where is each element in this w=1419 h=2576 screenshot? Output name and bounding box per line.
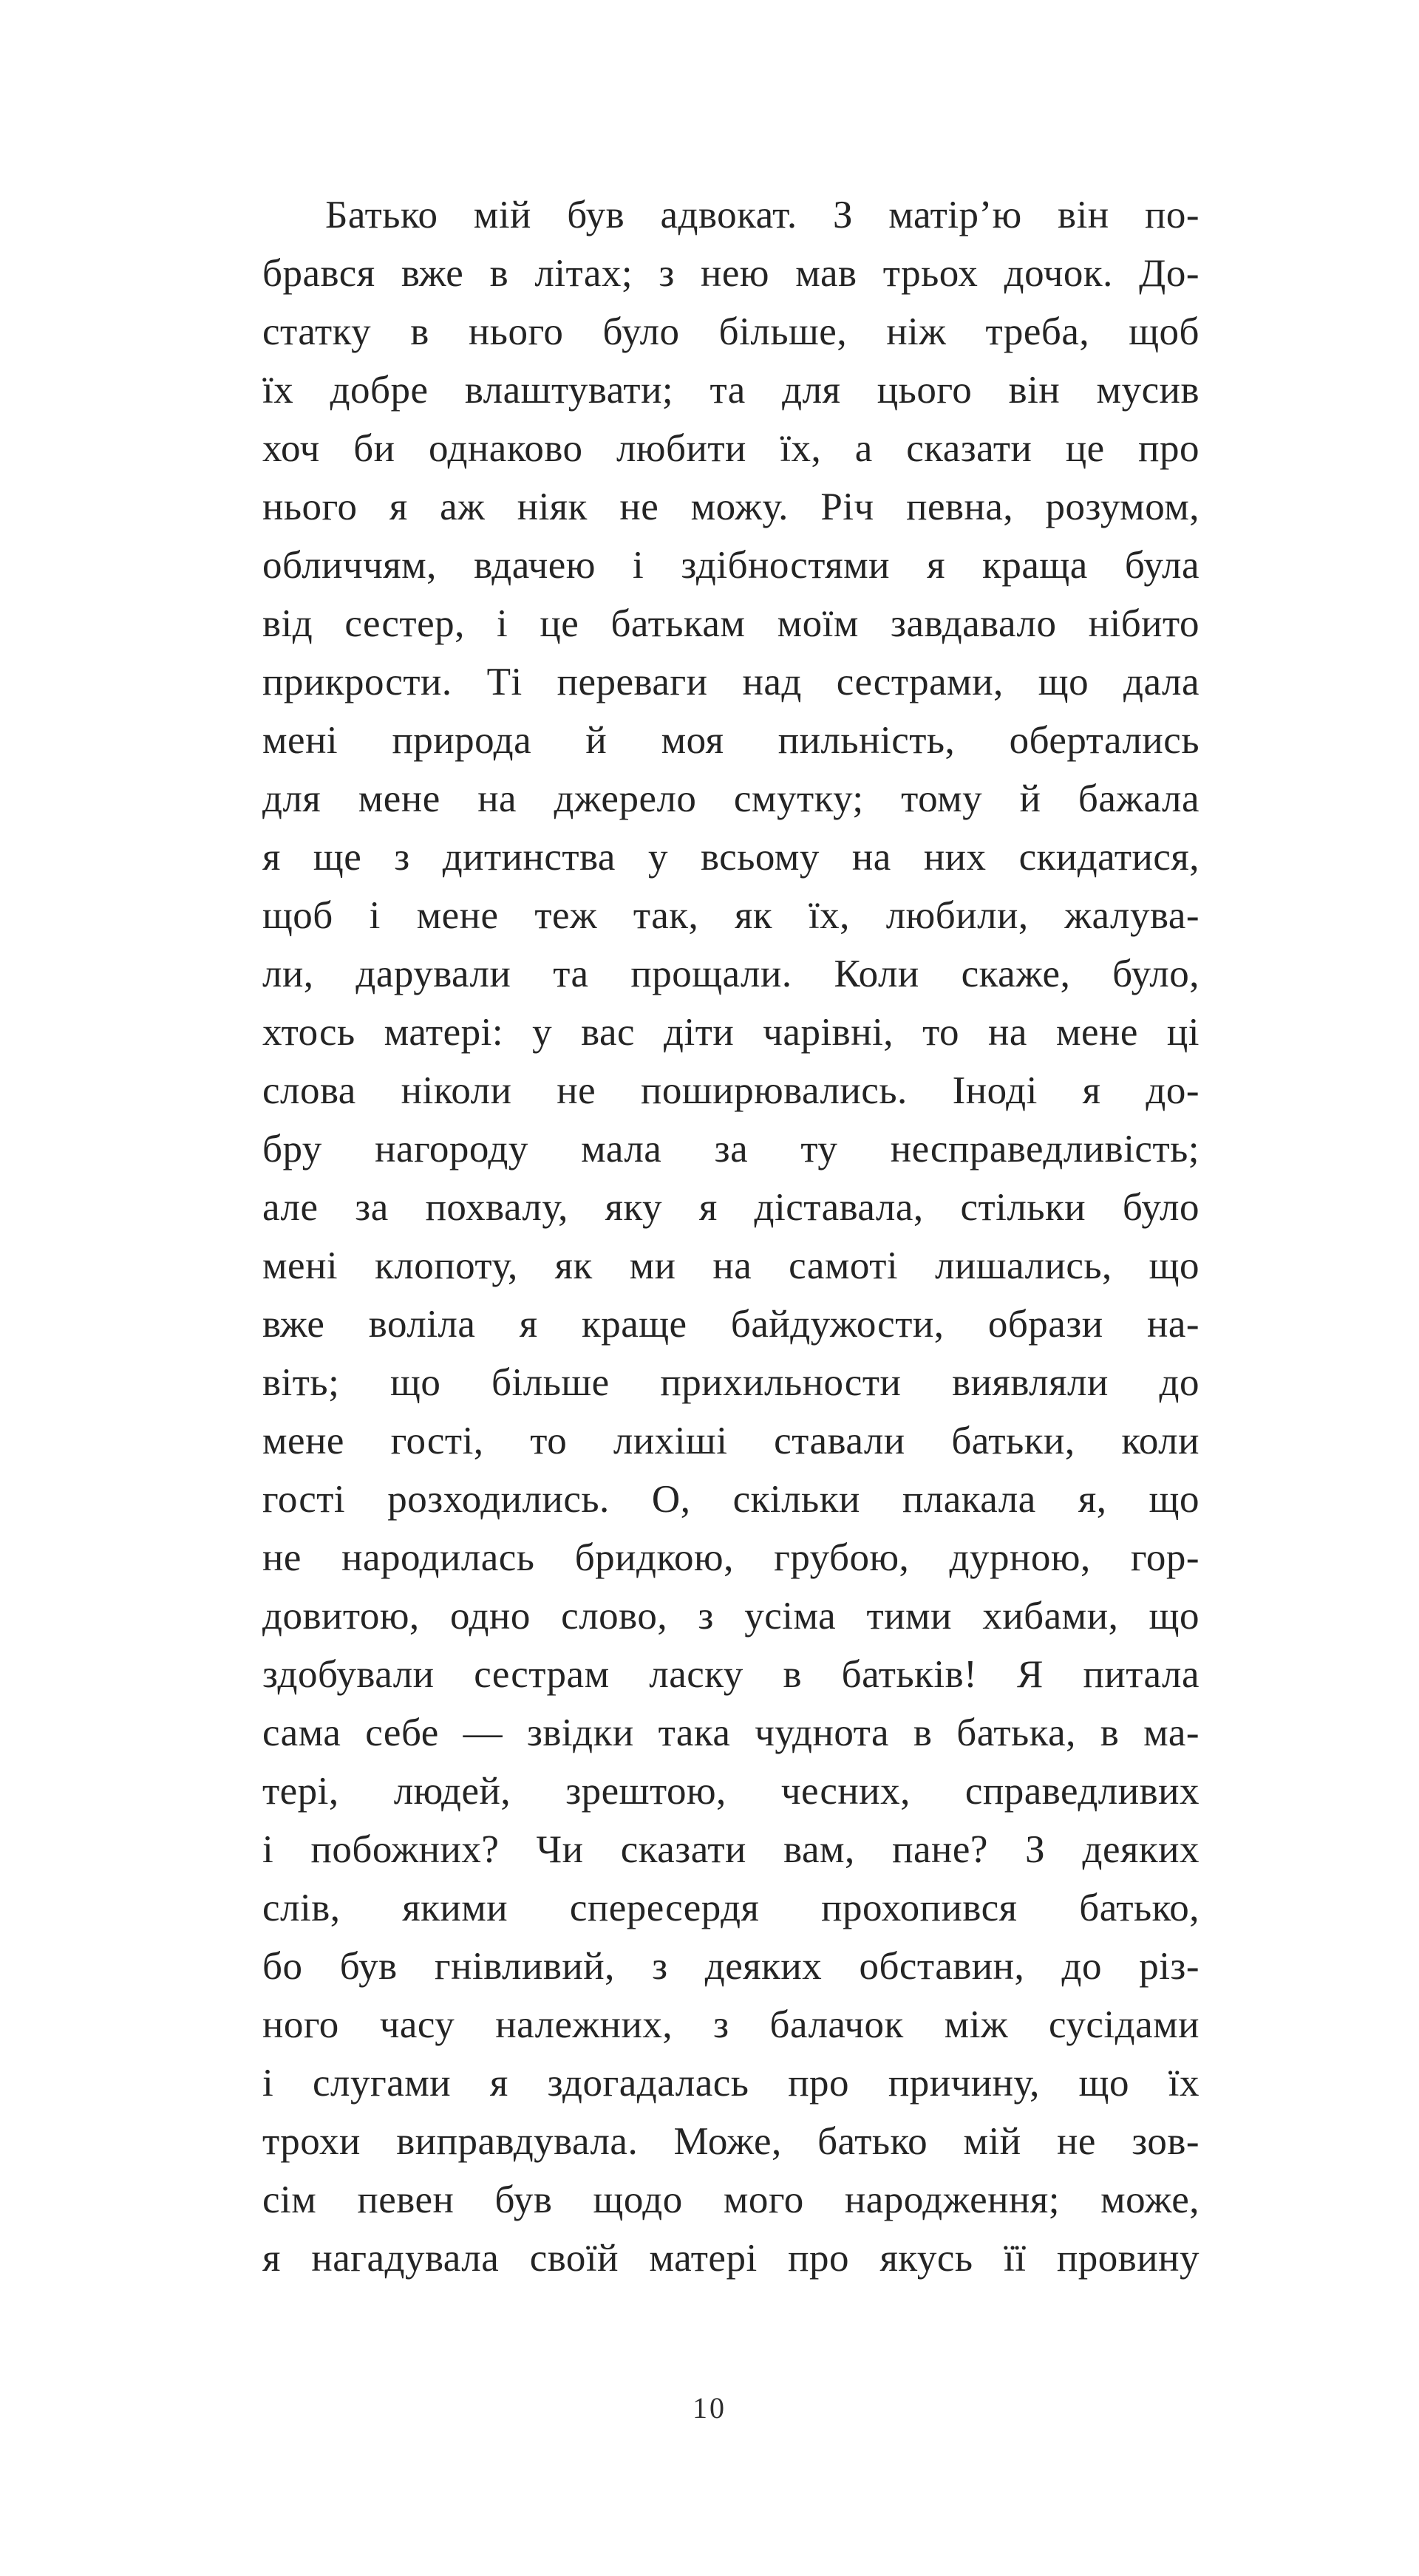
paragraph-text (262, 186, 1199, 2288)
text-line: вже воліла я краще байдужости, образи на- (262, 1303, 1199, 1346)
text-line: віть; що більше прихильности виявляли до (262, 1361, 1199, 1404)
text-line: статку в нього було більше, ніж треба, щоб (262, 310, 1199, 353)
text-line: для мене на джерело смутку; тому й бажала (262, 777, 1199, 820)
text-line: мені природа й моя пильність, обертались (262, 719, 1199, 762)
text-line: і побожних? Чи сказати вам, пане? З деяких (262, 1828, 1199, 1871)
text-line: бру нагороду мала за ту несправедливість; (262, 1128, 1199, 1171)
text-line: хтось матері: у вас діти чарівні, то на мене ці (262, 1011, 1199, 1054)
text-line: довитою, одно слово, з усіма тими хибами, що (262, 1595, 1199, 1638)
text-line: не народилась бридкою, грубою, дурною, гор- (262, 1536, 1199, 1579)
text-line: гості розходились. О, скільки плакала я, що (262, 1478, 1199, 1521)
text-line: сім певен був щодо мого народження; може, (262, 2178, 1199, 2221)
text-line: але за похвалу, яку я діставала, стільки було (262, 1186, 1199, 1229)
text-line: ли, дарували та прощали. Коли скаже, було, (262, 953, 1199, 995)
text-line: слів, якими спересердя прохопився батько, (262, 1887, 1199, 1929)
text-line: Батько мій був адвокат. З матір’ю він по- (325, 194, 1199, 236)
text-line: їх добре влаштувати; та для цього він мусив (262, 369, 1199, 412)
text-line: мене гості, то лихіші ставали батьки, коли (262, 1420, 1199, 1462)
text-line: я ще з дитинства у всьому на них скидатися, (262, 836, 1199, 879)
text-line: щоб і мене теж так, як їх, любили, жалува- (262, 894, 1199, 937)
page-number: 10 (693, 2391, 726, 2425)
text-line: нього я аж ніяк не можу. Річ певна, розумом, (262, 485, 1199, 528)
text-line: хоч би однаково любити їх, а сказати це про (262, 427, 1199, 470)
text-line: обличчям, вдачею і здібностями я краща була (262, 544, 1199, 587)
text-line: здобували сестрам ласку в батьків! Я питала (262, 1653, 1199, 1696)
text-line: сама себе — звідки така чуднота в батька, в ма- (262, 1711, 1199, 1754)
text-line: ного часу належних, з балачок між сусідами (262, 2003, 1199, 2046)
text-line: брався вже в літах; з нею мав трьох дочок. До- (262, 252, 1199, 295)
text-line: бо був гнівливий, з деяких обставин, до різ- (262, 1945, 1199, 1988)
text-line: тері, людей, зрештою, чесних, справедливих (262, 1770, 1199, 1813)
text-line: мені клопоту, як ми на самоті лишались, що (262, 1244, 1199, 1287)
text-line: я нагадувала своїй матері про якусь її провину (262, 2237, 1199, 2280)
text-line: прикрости. Ті переваги над сестрами, що дала (262, 661, 1199, 703)
text-line: від сестер, і це батькам моїм завдавало нібито (262, 602, 1199, 645)
text-line: і слугами я здогадалась про причину, що їх (262, 2062, 1199, 2105)
text-line: трохи виправдувала. Може, батько мій не зов- (262, 2120, 1199, 2163)
text-line: слова ніколи не поширювались. Іноді я до- (262, 1069, 1199, 1112)
